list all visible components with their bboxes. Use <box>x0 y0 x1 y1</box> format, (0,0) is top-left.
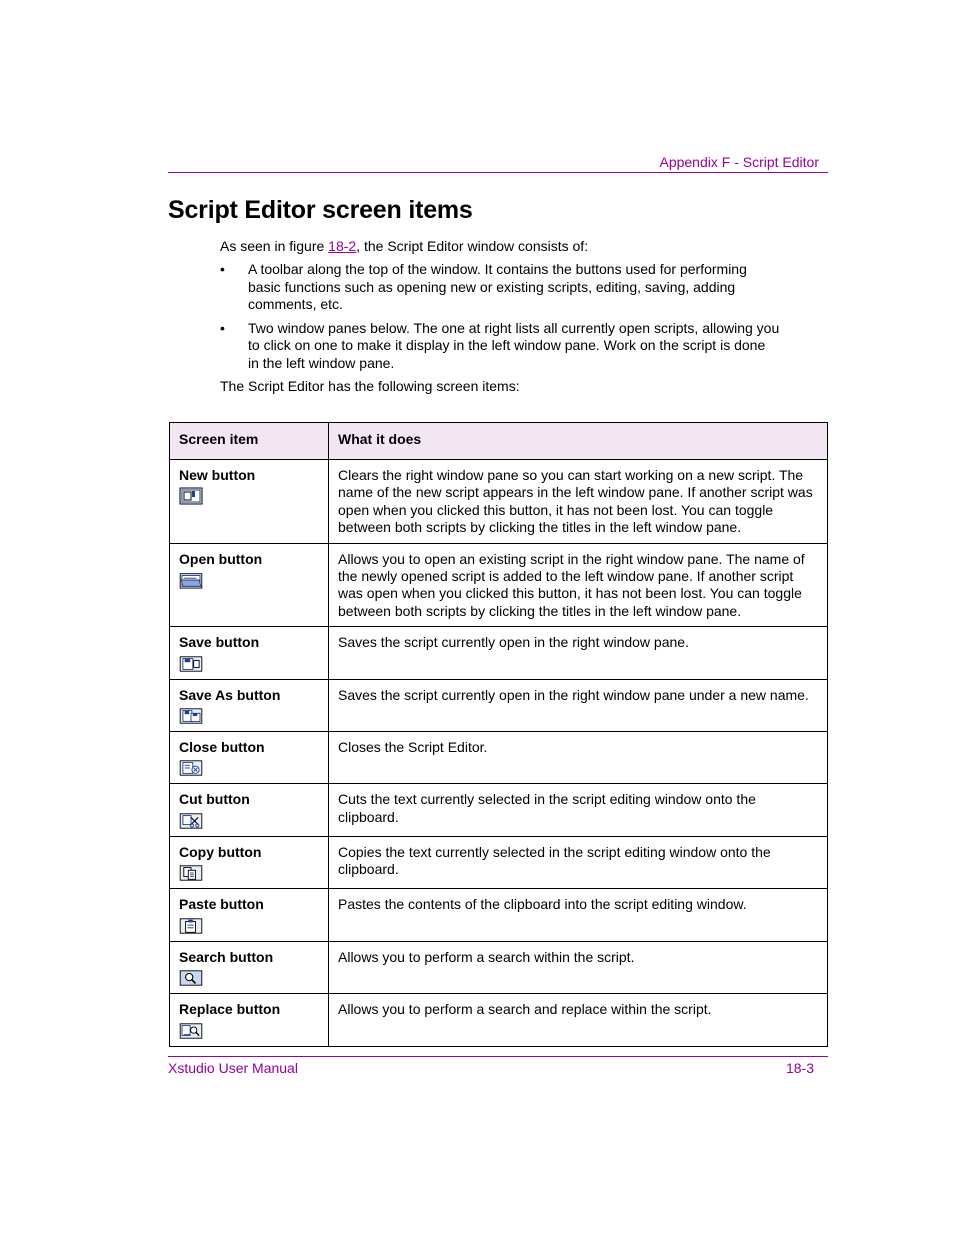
page-title: Script Editor screen items <box>168 196 473 224</box>
table-row <box>170 836 828 888</box>
item-cell <box>170 679 329 731</box>
item-name: Save As button <box>179 686 281 703</box>
item-name: Close button <box>179 739 265 756</box>
copy-icon <box>179 864 203 882</box>
table-row <box>170 679 828 731</box>
figure-link[interactable]: 18-2 <box>328 238 357 254</box>
bullet-list <box>220 261 780 378</box>
item-name: Replace button <box>179 1001 281 1018</box>
screen-items-table <box>169 422 828 1047</box>
item-cell <box>170 543 329 627</box>
item-cell <box>170 994 329 1046</box>
description-cell: Saves the script currently open in the right window pane under a new name. <box>329 679 828 731</box>
save-icon <box>179 655 203 673</box>
running-header: Appendix F - Script Editor <box>659 154 819 170</box>
table-row <box>170 732 828 784</box>
lead-paragraph: The Script Editor has the following screen items: <box>220 378 520 394</box>
description-cell: Allows you to perform a search within the script. <box>329 941 828 993</box>
bullet-text: Two window panes below. The one at right lists all currently open scripts, allowing you to click on one to make it display in the left window pane. Work on the script is done in the left window pane. <box>248 319 780 371</box>
table-row <box>170 889 828 941</box>
list-item <box>220 320 780 373</box>
paste-icon <box>179 917 203 935</box>
item-name: New button <box>179 467 256 483</box>
description-cell: Allows you to perform a search and replace within the script. <box>329 994 828 1046</box>
item-name: Paste button <box>179 896 264 913</box>
new-script-icon <box>179 487 203 505</box>
close-script-icon <box>179 759 203 777</box>
table-header-row <box>170 423 828 460</box>
description-cell: Allows you to open an existing script in the right window pane. The name of the newly opened script is added to the left window pane. If another script was open when you clicked this button, it has not been lost. You can toggle between both scripts by clicking the titles in the left window pane. <box>329 543 828 627</box>
description-cell: Cuts the text currently selected in the script editing window onto the clipboard. <box>329 784 828 836</box>
header-rule <box>168 172 828 173</box>
footer-rule <box>168 1056 828 1057</box>
search-icon <box>179 969 203 987</box>
save-as-icon <box>179 707 203 725</box>
item-name: Save button <box>179 634 260 651</box>
bullet-icon: • <box>220 261 225 277</box>
table-row <box>170 994 828 1046</box>
item-cell <box>170 732 329 784</box>
table-row <box>170 543 828 627</box>
item-name: Search button <box>179 948 274 965</box>
item-cell <box>170 460 329 544</box>
bullet-icon: • <box>220 319 225 336</box>
item-cell <box>170 889 329 941</box>
item-cell <box>170 941 329 993</box>
intro-suffix: , the Script Editor window consists of: <box>356 238 589 254</box>
item-name: Open button <box>179 550 263 567</box>
item-name: Cut button <box>179 791 250 808</box>
description-cell: Pastes the contents of the clipboard into the script editing window. <box>329 889 828 941</box>
column-header-what-it-does: What it does <box>329 423 828 460</box>
replace-icon <box>179 1022 203 1040</box>
page-number: 18-3 <box>785 1060 814 1076</box>
intro-prefix: As seen in figure <box>220 238 329 254</box>
table-row <box>170 460 828 544</box>
description-cell: Copies the text currently selected in the script editing window onto the clipboard. <box>329 836 828 888</box>
table-row <box>170 784 828 836</box>
item-cell <box>170 784 329 836</box>
open-script-icon <box>179 571 203 589</box>
item-name: Copy button <box>179 843 262 860</box>
description-cell: Clears the right window pane so you can start working on a new script. The name of the new script appears in the left window pane. If another script was open when you clicked this button, it has not been lost. You can toggle between both scripts by clicking the titles in the left window pane. <box>329 460 828 544</box>
intro-paragraph <box>220 238 790 256</box>
item-cell <box>170 627 329 679</box>
cut-icon <box>179 812 203 830</box>
table-row <box>170 941 828 993</box>
column-header-screen-item: Screen item <box>170 423 329 460</box>
item-cell <box>170 836 329 888</box>
description-cell: Saves the script currently open in the right window pane. <box>329 627 828 679</box>
list-item <box>220 261 780 314</box>
description-cell: Closes the Script Editor. <box>329 732 828 784</box>
table-row <box>170 627 828 679</box>
bullet-text: A toolbar along the top of the window. It contains the buttons used for performing basic functions such as opening new or existing scripts, editing, saving, adding comments, etc. <box>248 261 747 312</box>
footer-manual-title: Xstudio User Manual <box>168 1060 298 1076</box>
